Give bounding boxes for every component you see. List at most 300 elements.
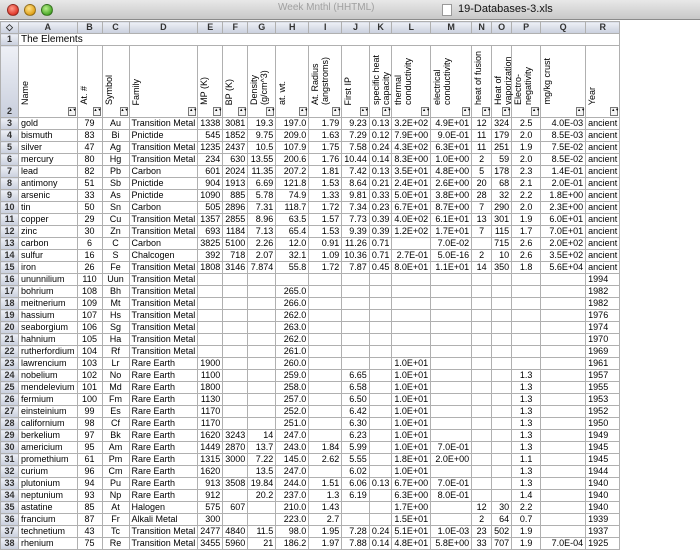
cell[interactable]: Zn [102, 226, 129, 238]
cell[interactable]: Re [102, 538, 129, 550]
cell[interactable] [342, 334, 370, 346]
cell[interactable] [248, 310, 276, 322]
cell[interactable] [369, 286, 392, 298]
cell[interactable]: 9.39 [342, 226, 370, 238]
cell[interactable] [369, 502, 392, 514]
cell[interactable]: 1338 [198, 118, 223, 130]
cell[interactable]: ancient [586, 142, 620, 154]
cell[interactable]: 14 [472, 262, 492, 274]
cell[interactable]: 5.78 [248, 190, 276, 202]
cell[interactable]: 1.7E+00 [392, 502, 431, 514]
cell[interactable]: 7.88 [342, 538, 370, 550]
cell[interactable]: 1.3 [512, 418, 541, 430]
cell[interactable]: 2.0 [512, 154, 541, 166]
cell[interactable] [369, 466, 392, 478]
cell[interactable]: 1940 [586, 478, 620, 490]
cell[interactable] [541, 310, 586, 322]
cell[interactable]: 1315 [198, 454, 223, 466]
cell[interactable]: Transition Metal [129, 346, 198, 358]
cell[interactable]: Rare Earth [129, 370, 198, 382]
cell[interactable]: 11.35 [248, 166, 276, 178]
cell[interactable]: 207.2 [276, 166, 309, 178]
cell[interactable]: 47 [77, 142, 102, 154]
cell[interactable]: 630 [223, 154, 248, 166]
cell[interactable]: 87 [77, 514, 102, 526]
cell[interactable]: 1.51 [309, 478, 342, 490]
cell[interactable]: 100 [77, 394, 102, 406]
cell[interactable] [431, 322, 472, 334]
cell[interactable]: 1.09 [309, 250, 342, 262]
header-cell[interactable] [431, 46, 472, 118]
cell[interactable]: 33 [472, 538, 492, 550]
cell[interactable]: 2.0 [512, 202, 541, 214]
cell[interactable]: Es [102, 406, 129, 418]
cell[interactable]: 7.0E-02 [431, 238, 472, 250]
cell[interactable]: 5.8E+00 [431, 538, 472, 550]
cell[interactable] [309, 406, 342, 418]
cell[interactable]: 8.3E+00 [392, 154, 431, 166]
cell[interactable]: mercury [19, 154, 78, 166]
cell[interactable]: Halogen [129, 502, 198, 514]
cell[interactable]: 3146 [223, 262, 248, 274]
cell[interactable] [223, 514, 248, 526]
filter-dropdown-icon[interactable]: ▲▼ [332, 107, 340, 116]
cell[interactable]: 74.9 [276, 190, 309, 202]
cell[interactable]: 5.0E+01 [392, 190, 431, 202]
cell[interactable] [392, 310, 431, 322]
cell[interactable]: 96 [77, 466, 102, 478]
cell[interactable]: 350 [492, 262, 512, 274]
cell[interactable]: 247.0 [276, 430, 309, 442]
row-number[interactable]: 11 [1, 214, 19, 226]
cell[interactable]: ancient [586, 214, 620, 226]
row-number[interactable]: 4 [1, 130, 19, 142]
cell[interactable] [342, 274, 370, 286]
cell[interactable]: 50 [77, 202, 102, 214]
cell[interactable]: 1.3 [309, 490, 342, 502]
cell[interactable]: 55.8 [276, 262, 309, 274]
cell[interactable]: 6.42 [342, 406, 370, 418]
cell[interactable]: 2.0E+00 [431, 454, 472, 466]
cell[interactable] [248, 286, 276, 298]
cell[interactable]: ununnilium [19, 274, 78, 286]
cell[interactable]: 2870 [223, 442, 248, 454]
cell[interactable] [392, 286, 431, 298]
cell[interactable] [248, 322, 276, 334]
cell[interactable]: 99 [77, 406, 102, 418]
cell[interactable]: 80 [77, 154, 102, 166]
column-header[interactable]: F [223, 22, 248, 34]
cell[interactable]: Pb [102, 166, 129, 178]
cell[interactable] [369, 310, 392, 322]
cell[interactable]: Np [102, 490, 129, 502]
cell[interactable]: 107.9 [276, 142, 309, 154]
row-number[interactable]: 32 [1, 466, 19, 478]
cell[interactable]: 2.3 [512, 166, 541, 178]
cell[interactable]: 6.58 [342, 382, 370, 394]
cell[interactable]: francium [19, 514, 78, 526]
cell[interactable]: 1.3 [512, 394, 541, 406]
cell[interactable]: 1170 [198, 406, 223, 418]
filter-dropdown-icon[interactable]: ▲▼ [482, 107, 490, 116]
cell[interactable]: 14 [248, 430, 276, 442]
cell[interactable] [369, 298, 392, 310]
cell[interactable]: 260.0 [276, 358, 309, 370]
cell[interactable]: 2.07 [248, 250, 276, 262]
row-number[interactable]: 1 [1, 34, 19, 46]
cell[interactable]: 0.39 [369, 214, 392, 226]
cell[interactable]: 197.0 [276, 118, 309, 130]
cell[interactable]: 33 [77, 190, 102, 202]
cell[interactable] [512, 358, 541, 370]
row-number[interactable]: 19 [1, 310, 19, 322]
cell[interactable]: 10.44 [342, 154, 370, 166]
cell[interactable] [492, 322, 512, 334]
cell[interactable]: 1974 [586, 322, 620, 334]
cell[interactable]: 1945 [586, 454, 620, 466]
cell[interactable] [223, 322, 248, 334]
cell[interactable]: Rf [102, 346, 129, 358]
cell[interactable]: Uun [102, 274, 129, 286]
header-cell[interactable] [472, 46, 492, 118]
cell[interactable]: 104 [77, 346, 102, 358]
filter-dropdown-icon[interactable]: ▲▼ [188, 107, 196, 116]
cell[interactable]: mendelevium [19, 382, 78, 394]
cell[interactable]: 1.97 [309, 538, 342, 550]
cell[interactable]: 223.0 [276, 514, 309, 526]
cell[interactable] [342, 286, 370, 298]
cell[interactable]: Rare Earth [129, 394, 198, 406]
cell[interactable]: 1970 [586, 334, 620, 346]
cell[interactable]: carbon [19, 238, 78, 250]
cell[interactable]: 707 [492, 538, 512, 550]
row-number[interactable]: 35 [1, 502, 19, 514]
cell[interactable]: silver [19, 142, 78, 154]
cell[interactable]: 3825 [198, 238, 223, 250]
cell[interactable]: 7.0E-01 [431, 442, 472, 454]
cell[interactable]: 5.99 [342, 442, 370, 454]
row-number[interactable]: 18 [1, 298, 19, 310]
cell[interactable]: 1940 [586, 490, 620, 502]
cell[interactable]: 505 [198, 202, 223, 214]
cell[interactable]: 1.9 [512, 214, 541, 226]
cell[interactable]: 1.0E+01 [392, 442, 431, 454]
cell[interactable]: Transition Metal [129, 274, 198, 286]
cell[interactable]: 2896 [223, 202, 248, 214]
cell[interactable] [309, 370, 342, 382]
header-cell[interactable] [512, 46, 541, 118]
cell[interactable]: 263.0 [276, 322, 309, 334]
cell[interactable] [472, 490, 492, 502]
cell[interactable] [369, 430, 392, 442]
row-number[interactable]: 12 [1, 226, 19, 238]
cell[interactable]: 1.57 [309, 214, 342, 226]
cell[interactable] [492, 358, 512, 370]
cell[interactable]: neptunium [19, 490, 78, 502]
header-cell[interactable] [541, 46, 586, 118]
cell[interactable] [512, 286, 541, 298]
cell[interactable]: 209.0 [276, 130, 309, 142]
cell[interactable]: 3.5E+02 [541, 250, 586, 262]
cell[interactable]: 244.0 [276, 478, 309, 490]
cell[interactable]: 1994 [586, 274, 620, 286]
row-number[interactable]: 24 [1, 370, 19, 382]
cell[interactable]: 0.23 [369, 202, 392, 214]
cell[interactable] [198, 322, 223, 334]
cell[interactable] [223, 334, 248, 346]
cell[interactable] [342, 502, 370, 514]
column-header[interactable]: H [276, 22, 309, 34]
column-header[interactable]: A [19, 22, 78, 34]
cell[interactable]: ancient [586, 118, 620, 130]
cell[interactable]: 4.0E+02 [392, 214, 431, 226]
cell[interactable] [492, 382, 512, 394]
cell[interactable]: 10.36 [342, 250, 370, 262]
header-cell[interactable] [19, 46, 78, 118]
cell[interactable]: 5 [472, 166, 492, 178]
cell[interactable]: 1.3 [512, 478, 541, 490]
cell[interactable]: Ag [102, 142, 129, 154]
cell[interactable]: 6.65 [342, 370, 370, 382]
cell[interactable]: 0.91 [309, 238, 342, 250]
cell[interactable]: 6.30 [342, 418, 370, 430]
cell[interactable]: 6.3E+00 [392, 490, 431, 502]
cell[interactable] [472, 466, 492, 478]
cell[interactable]: 1945 [586, 442, 620, 454]
cell[interactable]: 0.13 [369, 118, 392, 130]
cell[interactable] [492, 490, 512, 502]
cell[interactable]: 1.1 [512, 454, 541, 466]
cell[interactable]: 3.5E+01 [392, 166, 431, 178]
cell[interactable] [472, 382, 492, 394]
cell[interactable]: 11.5 [248, 526, 276, 538]
cell[interactable]: 5.6E+04 [541, 262, 586, 274]
cell[interactable]: 5.1E+01 [392, 526, 431, 538]
cell[interactable] [541, 358, 586, 370]
cell[interactable] [512, 274, 541, 286]
row-number[interactable]: 13 [1, 238, 19, 250]
cell[interactable]: 2.26 [248, 238, 276, 250]
cell[interactable]: 115 [492, 226, 512, 238]
cell[interactable] [248, 382, 276, 394]
row-number[interactable]: 29 [1, 430, 19, 442]
cell[interactable] [248, 358, 276, 370]
cell[interactable] [541, 274, 586, 286]
cell[interactable] [198, 334, 223, 346]
cell[interactable]: 1090 [198, 190, 223, 202]
cell[interactable]: 5960 [223, 538, 248, 550]
cell[interactable]: 9.81 [342, 190, 370, 202]
cell[interactable]: 10.5 [248, 142, 276, 154]
cell[interactable]: curium [19, 466, 78, 478]
cell[interactable] [223, 310, 248, 322]
cell[interactable] [198, 298, 223, 310]
cell[interactable]: 186.2 [276, 538, 309, 550]
cell[interactable] [309, 322, 342, 334]
cell[interactable]: 1955 [586, 382, 620, 394]
cell[interactable] [198, 310, 223, 322]
cell[interactable]: 715 [492, 238, 512, 250]
cell[interactable]: 258.0 [276, 382, 309, 394]
cell[interactable]: 259.0 [276, 370, 309, 382]
filter-dropdown-icon[interactable]: ▲▼ [266, 107, 274, 116]
cell[interactable]: 1.3 [512, 370, 541, 382]
cell[interactable]: 21 [248, 538, 276, 550]
cell[interactable]: 6.0E+01 [541, 214, 586, 226]
row-number[interactable]: 2 [1, 46, 19, 118]
cell[interactable]: 6.69 [248, 178, 276, 190]
cell[interactable] [541, 334, 586, 346]
cell[interactable]: 79 [77, 118, 102, 130]
cell[interactable] [512, 322, 541, 334]
cell[interactable]: Transition Metal [129, 298, 198, 310]
cell[interactable] [492, 466, 512, 478]
cell[interactable] [492, 442, 512, 454]
cell[interactable]: 1940 [586, 502, 620, 514]
row-number[interactable]: 15 [1, 262, 19, 274]
cell[interactable] [431, 514, 472, 526]
cell[interactable]: Cu [102, 214, 129, 226]
cell[interactable]: 262.0 [276, 334, 309, 346]
cell[interactable]: 43 [77, 526, 102, 538]
cell[interactable]: 1.75 [309, 142, 342, 154]
cell[interactable]: 7.0E+01 [541, 226, 586, 238]
cell[interactable] [309, 274, 342, 286]
cell[interactable]: 12 [472, 118, 492, 130]
cell[interactable]: 1.0E+01 [392, 466, 431, 478]
cell[interactable]: ancient [586, 178, 620, 190]
cell[interactable] [541, 514, 586, 526]
filter-dropdown-icon[interactable]: ▲▼ [576, 107, 584, 116]
cell[interactable]: 2 [472, 514, 492, 526]
header-cell[interactable] [369, 46, 392, 118]
cell[interactable]: 1.81 [309, 166, 342, 178]
cell[interactable]: 257.0 [276, 394, 309, 406]
cell[interactable] [492, 430, 512, 442]
cell[interactable] [392, 322, 431, 334]
cell[interactable]: 63.5 [276, 214, 309, 226]
cell[interactable]: 1800 [198, 382, 223, 394]
cell[interactable]: 102 [77, 370, 102, 382]
cell[interactable] [431, 298, 472, 310]
cell[interactable]: Transition Metal [129, 214, 198, 226]
cell[interactable] [431, 358, 472, 370]
cell[interactable] [369, 406, 392, 418]
cell[interactable]: 1.43 [309, 502, 342, 514]
cell[interactable]: 0.14 [369, 154, 392, 166]
cell[interactable]: 0.13 [369, 478, 392, 490]
cell[interactable]: fermium [19, 394, 78, 406]
column-header[interactable]: G [248, 22, 276, 34]
row-number[interactable]: 9 [1, 190, 19, 202]
select-all-corner[interactable]: ◇ [1, 22, 19, 34]
cell[interactable]: Rare Earth [129, 358, 198, 370]
cell[interactable]: 4840 [223, 526, 248, 538]
cell[interactable]: 8.0E+01 [392, 262, 431, 274]
cell[interactable] [431, 346, 472, 358]
cell[interactable]: 265.0 [276, 286, 309, 298]
cell[interactable]: gold [19, 118, 78, 130]
cell[interactable]: 6.7E+01 [392, 202, 431, 214]
cell[interactable]: 1.33 [309, 190, 342, 202]
cell[interactable] [512, 298, 541, 310]
cell[interactable]: 61 [77, 454, 102, 466]
cell[interactable]: 2.2 [512, 190, 541, 202]
cell[interactable]: 7.28 [342, 526, 370, 538]
cell[interactable]: 1937 [586, 526, 620, 538]
cell[interactable] [492, 454, 512, 466]
cell[interactable]: 8.7E+00 [431, 202, 472, 214]
cell[interactable]: 1.1E+01 [431, 262, 472, 274]
cell[interactable] [198, 286, 223, 298]
cell[interactable]: 106 [77, 322, 102, 334]
cell[interactable]: 68 [492, 178, 512, 190]
cell[interactable]: 1.3 [512, 430, 541, 442]
cell[interactable] [472, 478, 492, 490]
cell[interactable] [248, 394, 276, 406]
cell[interactable]: 0.13 [369, 166, 392, 178]
cell[interactable]: 2.1 [512, 178, 541, 190]
cell[interactable] [472, 430, 492, 442]
cell[interactable] [309, 286, 342, 298]
cell[interactable]: 118.7 [276, 202, 309, 214]
row-number[interactable]: 34 [1, 490, 19, 502]
cell[interactable] [223, 286, 248, 298]
cell[interactable]: 8.5E-03 [541, 130, 586, 142]
cell[interactable] [248, 502, 276, 514]
row-number[interactable]: 25 [1, 382, 19, 394]
filter-dropdown-icon[interactable]: ▲▼ [68, 107, 76, 116]
cell[interactable]: 1.0E+01 [392, 406, 431, 418]
cell[interactable] [248, 334, 276, 346]
cell[interactable] [492, 346, 512, 358]
cell[interactable]: 290 [492, 202, 512, 214]
cell[interactable]: astatine [19, 502, 78, 514]
cell[interactable] [342, 310, 370, 322]
cell[interactable] [223, 394, 248, 406]
cell[interactable]: tin [19, 202, 78, 214]
cell[interactable] [223, 466, 248, 478]
cell[interactable]: 107 [77, 310, 102, 322]
cell[interactable] [431, 310, 472, 322]
cell[interactable]: ancient [586, 202, 620, 214]
row-number[interactable]: 33 [1, 478, 19, 490]
cell[interactable]: 7.13 [248, 226, 276, 238]
cell[interactable]: 1.63 [309, 130, 342, 142]
cell[interactable]: Alkali Metal [129, 514, 198, 526]
row-number[interactable]: 38 [1, 538, 19, 550]
header-cell[interactable] [223, 46, 248, 118]
cell[interactable]: rhenium [19, 538, 78, 550]
cell[interactable]: 4.8E+00 [431, 166, 472, 178]
cell[interactable] [309, 418, 342, 430]
cell[interactable] [541, 346, 586, 358]
cell[interactable] [492, 310, 512, 322]
cell[interactable]: 1.7E+01 [431, 226, 472, 238]
cell[interactable]: Transition Metal [129, 538, 198, 550]
row-number[interactable]: 20 [1, 322, 19, 334]
cell[interactable]: meitnerium [19, 298, 78, 310]
cell[interactable]: 1944 [586, 466, 620, 478]
cell[interactable]: Sb [102, 178, 129, 190]
filter-dropdown-icon[interactable]: ▲▼ [213, 107, 221, 116]
cell[interactable]: 3455 [198, 538, 223, 550]
cell[interactable]: 2.0E-01 [541, 178, 586, 190]
cell[interactable]: 234 [198, 154, 223, 166]
header-cell[interactable] [586, 46, 620, 118]
zoom-window-icon[interactable] [41, 4, 53, 16]
cell[interactable] [492, 478, 512, 490]
